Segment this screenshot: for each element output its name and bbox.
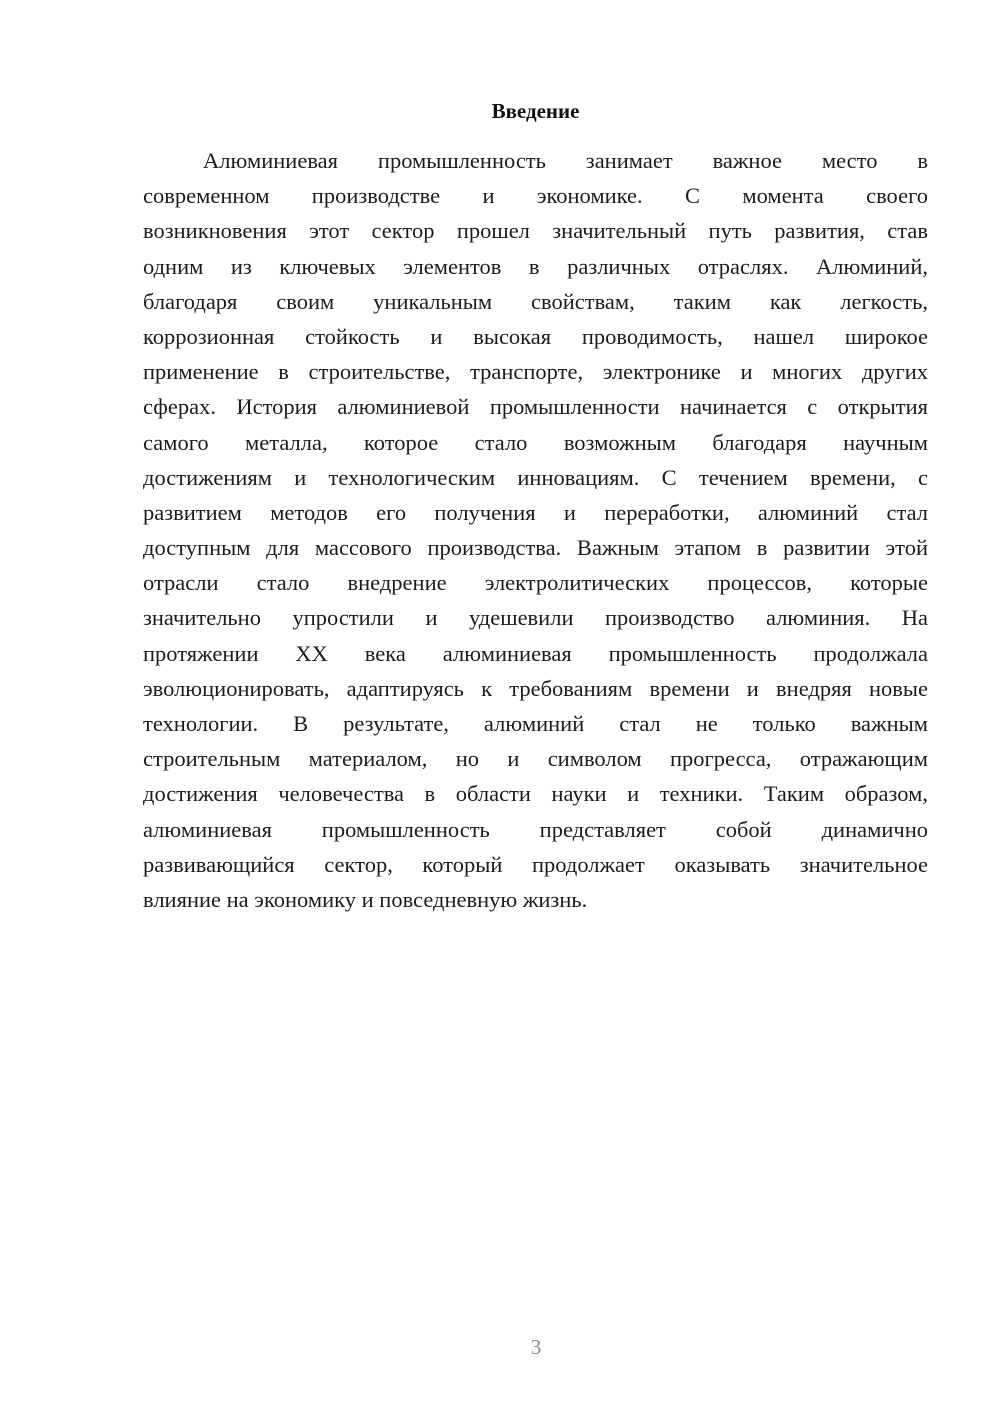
paragraph-line: достижения человечества в области науки и техники. Таким образом, xyxy=(143,781,928,807)
paragraph-line: достижениям и технологическим инновациям. С течением времени, с xyxy=(143,464,928,490)
page-number: 3 xyxy=(530,1335,542,1359)
paragraph-line: значительно упростили и удешевили производство алюминия. На xyxy=(143,605,928,631)
paragraph-line: развивающийся сектор, который продолжает оказывать значительное xyxy=(143,851,928,877)
paragraph-line: современном производстве и экономике. С момента своего xyxy=(143,183,928,209)
paragraph-line: Алюминиевая промышленность занимает важное место в xyxy=(203,148,928,173)
paragraph-line: эволюционировать, адаптируясь к требованиям времени и внедряя новые xyxy=(143,675,928,701)
paragraph-line: самого металла, которое стало возможным благодаря научным xyxy=(143,429,928,455)
paragraph-line: протяжении XX века алюминиевая промышленность продолжала xyxy=(143,640,928,666)
paragraph-line: развитием методов его получения и переработки, алюминий стал xyxy=(143,499,928,525)
paragraph-line: возникновения этот сектор прошел значительный путь развития, став xyxy=(143,218,928,244)
introduction-paragraph xyxy=(143,143,928,917)
paragraph-line: одним из ключевых элементов в различных отраслях. Алюминий, xyxy=(143,253,928,279)
paragraph-line: применение в строительстве, транспорте, электронике и многих других xyxy=(143,359,928,385)
section-title: Введение xyxy=(491,99,580,123)
paragraph-line: благодаря своим уникальным свойствам, таким как легкость, xyxy=(143,288,928,314)
paragraph-line: отрасли стало внедрение электролитических процессов, которые xyxy=(143,570,928,596)
paragraph-line: технологии. В результате, алюминий стал не только важным xyxy=(143,711,928,736)
paragraph-line: сферах. История алюминиевой промышленности начинается с открытия xyxy=(143,394,928,420)
paragraph-line: доступным для массового производства. Важным этапом в развитии этой xyxy=(143,535,928,561)
paragraph-line: коррозионная стойкость и высокая проводимость, нашел широкое xyxy=(143,323,928,349)
paragraph-line: алюминиевая промышленность представляет собой динамично xyxy=(143,816,928,842)
paragraph-line: влияние на экономику и повседневную жизнь. xyxy=(143,886,588,912)
paragraph-line: строительным материалом, но и символом прогресса, отражающим xyxy=(143,746,928,772)
